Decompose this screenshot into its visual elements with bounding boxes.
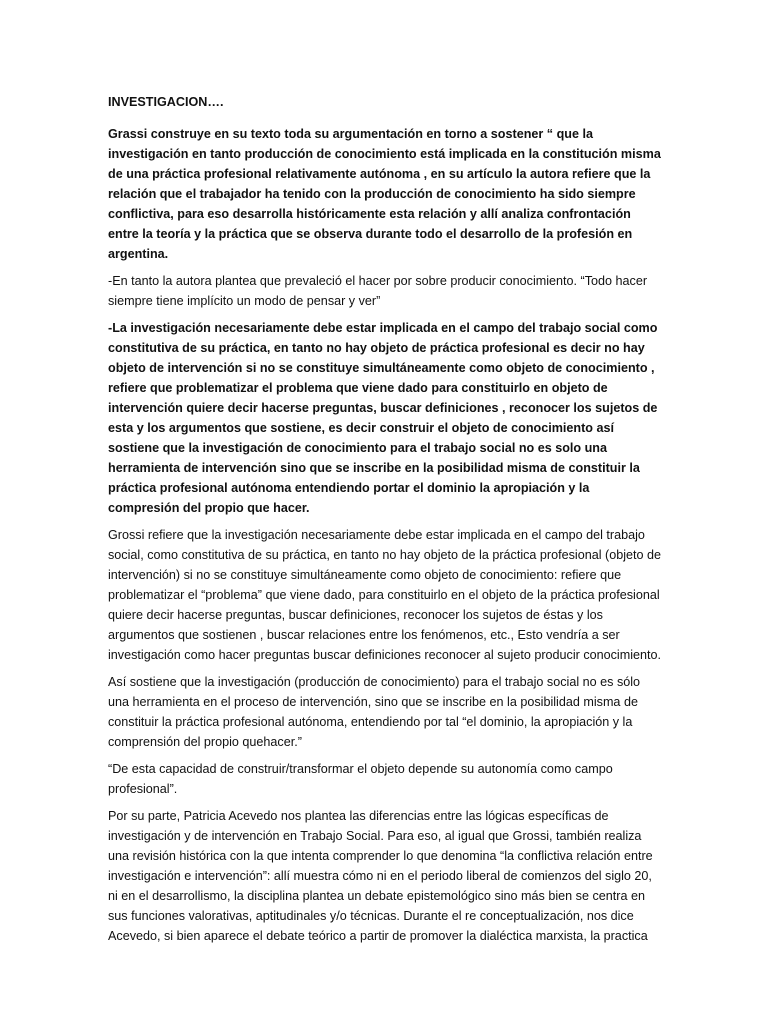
document-title: INVESTIGACION…. [108, 95, 224, 109]
paragraph-quote-autonomia: “De esta capacidad de construir/transformar el objeto depende su autonomía como campo profesional”. [108, 762, 613, 796]
paragraph-investigacion-implicada: -La investigación necesariamente debe estar implicada en el campo del trabajo social como constitutiva de su práctica, en tanto no hay objeto de práctica profesional es decir no hay objeto de intervención si no se constituye simultáneamente como objeto de conocimiento , refiere que problematizar el problema que viene dado para constituirlo en objeto de intervención quiere decir hacerse preguntas, buscar definiciones , reconocer los sujetos de esta y los argumentos que sostiene, es decir construir el objeto de conocimiento así sostiene que la investigación de conocimiento para el trabajo social no es solo una herramienta de intervención sino que se inscribe en la posibilidad misma de constituir la práctica profesional autónoma entendiendo portar el dominio la apropiación y la compresión del propio que hacer. [108, 321, 658, 515]
paragraph-grossi-refiere: Grossi refiere que la investigación necesariamente debe estar implicada en el campo del trabajo social, como constitutiva de su práctica, en tanto no hay objeto de la práctica profesional (objeto de intervención) si no se constituye simultáneamente como objeto de conocimiento: refiere que problematizar el “problema” que viene dado, para constituirlo en el objeto de la práctica profesional quiere decir hacerse preguntas, buscar definiciones, reconocer los sujetos de éstas y los argumentos que sostienen , buscar relaciones entre los fenómenos, etc., Esto vendría a ser investigación como hacer preguntas buscar definiciones reconocer al sujeto producir conocimiento. [108, 528, 662, 662]
paragraph-grassi-argument: Grassi construye en su texto toda su argumentación en torno a sostener “ que la investigación en tanto producción de conocimiento está implicada en la constitución misma de una práctica profesional relativamente autónoma , en su artículo la autora refiere que la relación que el trabajador ha tenido con la producción de conocimiento ha sido siempre conflictiva, para eso desarrolla históricamente esta relación y allí analiza confrontación entre la teoría y la práctica que se observa durante todo el desarrollo de la profesión en argentina. [108, 127, 661, 261]
paragraph-prevalecio-hacer: -En tanto la autora plantea que prevaleció el hacer por sobre producir conocimiento. “Todo hacer siempre tiene implícito un modo de pensar y ver” [108, 274, 648, 308]
paragraph-acevedo: Por su parte, Patricia Acevedo nos plantea las diferencias entre las lógicas específicas de investigación y de intervención en Trabajo Social. Para eso, al igual que Grossi, también realiza una revisión histórica con la que intenta comprender lo que denomina “la conflictiva relación entre investigación e intervención”: allí muestra cómo ni en el periodo liberal de comienzos del siglo 20, ni en el desarrollismo, la disciplina plantea un debate epistemológico sino más bien se centra en sus funciones valorativas, aptitudinales y/o técnicas. Durante el re conceptualización, nos dice Acevedo, si bien aparece el debate teórico a partir de promover la dialéctica marxista, la practica [108, 809, 653, 943]
document-page [108, 92, 663, 953]
paragraph-asi-sostiene: Así sostiene que la investigación (producción de conocimiento) para el trabajo social no es sólo una herramienta en el proceso de intervención, sino que se inscribe en la posibilidad misma de constituir la práctica profesional autónoma, entendiendo por tal “el dominio, la apropiación y la comprensión del propio quehacer.” [108, 675, 641, 749]
